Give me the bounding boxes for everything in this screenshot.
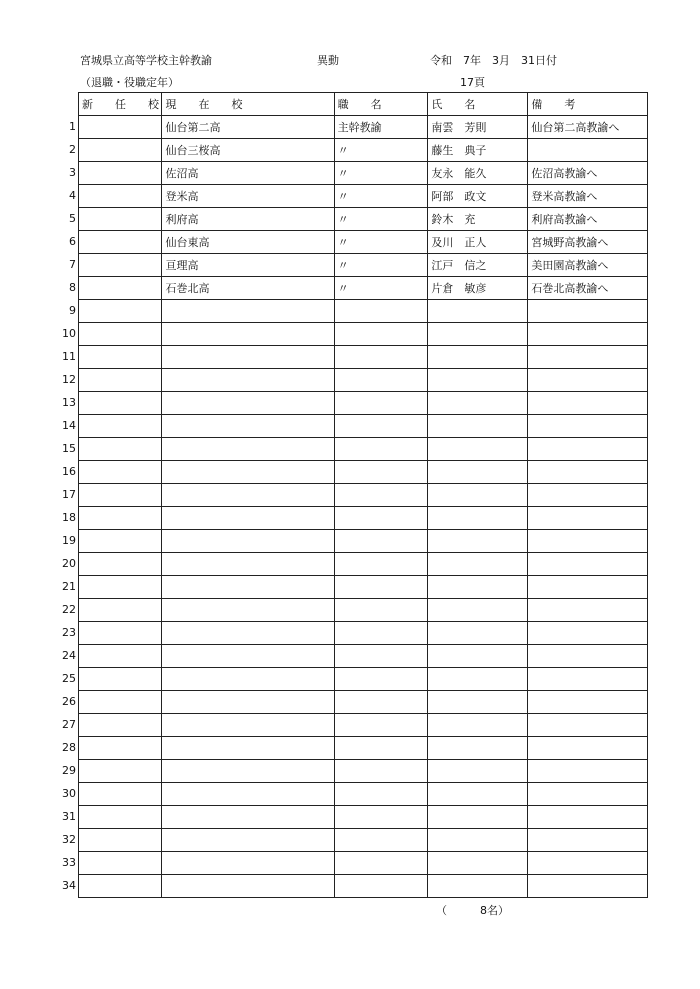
row-number: 21	[62, 580, 76, 593]
cell-name	[428, 622, 528, 645]
cell-remarks: 美田園高教諭へ	[528, 254, 648, 277]
table-row	[79, 254, 648, 277]
cell-current-school	[162, 852, 334, 875]
cell-current-school: 亘理高	[162, 254, 334, 277]
cell-remarks	[528, 369, 648, 392]
cell-position	[334, 415, 428, 438]
header-new-school: 新 任 校	[79, 93, 162, 116]
cell-remarks	[528, 714, 648, 737]
cell-name	[428, 346, 528, 369]
cell-name	[428, 576, 528, 599]
cell-position	[334, 323, 428, 346]
table-row	[79, 645, 648, 668]
cell-position: 〃	[334, 277, 428, 300]
row-number: 5	[69, 212, 76, 225]
cell-new-school	[79, 875, 162, 898]
cell-position: 〃	[334, 185, 428, 208]
table-row	[79, 737, 648, 760]
row-number: 16	[62, 465, 76, 478]
cell-current-school	[162, 760, 334, 783]
cell-remarks	[528, 507, 648, 530]
cell-name: 南雲 芳則	[428, 116, 528, 139]
row-number: 18	[62, 511, 76, 524]
cell-position	[334, 852, 428, 875]
cell-current-school	[162, 668, 334, 691]
row-number: 24	[62, 649, 76, 662]
table-row	[79, 231, 648, 254]
cell-new-school	[79, 622, 162, 645]
table-row	[79, 806, 648, 829]
table-row	[79, 139, 648, 162]
row-number: 1	[69, 120, 76, 133]
row-number: 23	[62, 626, 76, 639]
row-number: 15	[62, 442, 76, 455]
row-number: 31	[62, 810, 76, 823]
cell-new-school	[79, 507, 162, 530]
table-row	[79, 277, 648, 300]
cell-new-school	[79, 139, 162, 162]
cell-current-school	[162, 783, 334, 806]
table-row	[79, 783, 648, 806]
cell-current-school	[162, 484, 334, 507]
cell-current-school: 登米高	[162, 185, 334, 208]
cell-position	[334, 484, 428, 507]
row-number: 12	[62, 373, 76, 386]
cell-position	[334, 507, 428, 530]
cell-remarks	[528, 829, 648, 852]
cell-remarks	[528, 783, 648, 806]
row-number: 32	[62, 833, 76, 846]
table-row	[79, 875, 648, 898]
table-row	[79, 162, 648, 185]
cell-remarks: 登米高教諭へ	[528, 185, 648, 208]
table-row	[79, 185, 648, 208]
cell-remarks	[528, 852, 648, 875]
cell-position: 〃	[334, 254, 428, 277]
cell-remarks	[528, 438, 648, 461]
header-name: 氏 名	[428, 93, 528, 116]
cell-new-school	[79, 346, 162, 369]
cell-current-school	[162, 530, 334, 553]
cell-new-school	[79, 300, 162, 323]
cell-remarks	[528, 760, 648, 783]
header-remarks: 備 考	[528, 93, 648, 116]
effective-date: 令和 7年 3月 31日付	[430, 54, 557, 67]
cell-name	[428, 553, 528, 576]
cell-name	[428, 323, 528, 346]
cell-position: 〃	[334, 162, 428, 185]
cell-remarks	[528, 576, 648, 599]
cell-new-school	[79, 484, 162, 507]
row-number: 25	[62, 672, 76, 685]
cell-current-school	[162, 737, 334, 760]
cell-new-school	[79, 461, 162, 484]
cell-current-school	[162, 645, 334, 668]
row-number: 19	[62, 534, 76, 547]
cell-position	[334, 369, 428, 392]
table-row	[79, 576, 648, 599]
row-number: 27	[62, 718, 76, 731]
cell-remarks	[528, 553, 648, 576]
cell-position	[334, 668, 428, 691]
cell-name	[428, 392, 528, 415]
cell-name: 鈴木 充	[428, 208, 528, 231]
cell-new-school	[79, 415, 162, 438]
total-count: （ 8名）	[436, 904, 509, 917]
cell-position	[334, 461, 428, 484]
cell-new-school	[79, 737, 162, 760]
cell-position	[334, 806, 428, 829]
cell-position	[334, 300, 428, 323]
cell-name	[428, 829, 528, 852]
row-number: 4	[69, 189, 76, 202]
cell-new-school	[79, 760, 162, 783]
personnel-table	[78, 92, 648, 898]
cell-current-school	[162, 553, 334, 576]
cell-name	[428, 484, 528, 507]
cell-name: 江戸 信之	[428, 254, 528, 277]
cell-current-school	[162, 507, 334, 530]
row-number: 8	[69, 281, 76, 294]
cell-current-school	[162, 300, 334, 323]
cell-position	[334, 760, 428, 783]
table-row	[79, 507, 648, 530]
cell-current-school	[162, 576, 334, 599]
cell-name	[428, 760, 528, 783]
table-row	[79, 714, 648, 737]
cell-name	[428, 300, 528, 323]
cell-new-school	[79, 162, 162, 185]
table-row	[79, 300, 648, 323]
row-number: 9	[69, 304, 76, 317]
row-number: 33	[62, 856, 76, 869]
row-number: 6	[69, 235, 76, 248]
cell-position: 〃	[334, 139, 428, 162]
cell-current-school	[162, 346, 334, 369]
row-number: 29	[62, 764, 76, 777]
cell-remarks	[528, 323, 648, 346]
cell-position	[334, 829, 428, 852]
cell-name: 片倉 敏彦	[428, 277, 528, 300]
cell-remarks	[528, 737, 648, 760]
cell-name	[428, 599, 528, 622]
cell-position	[334, 783, 428, 806]
cell-position: 〃	[334, 208, 428, 231]
cell-position	[334, 599, 428, 622]
table-row	[79, 323, 648, 346]
cell-current-school	[162, 599, 334, 622]
cell-name: 及川 正人	[428, 231, 528, 254]
table-row	[79, 208, 648, 231]
cell-current-school	[162, 415, 334, 438]
cell-name	[428, 852, 528, 875]
header-position: 職 名	[334, 93, 428, 116]
cell-remarks	[528, 875, 648, 898]
cell-new-school	[79, 185, 162, 208]
table-row	[79, 438, 648, 461]
cell-new-school	[79, 599, 162, 622]
cell-name	[428, 507, 528, 530]
cell-position	[334, 392, 428, 415]
cell-position	[334, 737, 428, 760]
cell-position: 主幹教諭	[334, 116, 428, 139]
row-number: 26	[62, 695, 76, 708]
row-number: 10	[62, 327, 76, 340]
row-number: 14	[62, 419, 76, 432]
cell-remarks	[528, 806, 648, 829]
cell-new-school	[79, 691, 162, 714]
cell-position	[334, 530, 428, 553]
cell-position	[334, 576, 428, 599]
row-number-column	[52, 115, 76, 897]
document-title: 宮城県立高等学校主幹教諭	[80, 54, 212, 67]
cell-new-school	[79, 369, 162, 392]
cell-new-school	[79, 323, 162, 346]
table-row	[79, 599, 648, 622]
row-number: 30	[62, 787, 76, 800]
row-number: 2	[69, 143, 76, 156]
table-row	[79, 760, 648, 783]
cell-position	[334, 645, 428, 668]
cell-position	[334, 438, 428, 461]
cell-remarks	[528, 668, 648, 691]
cell-current-school	[162, 691, 334, 714]
cell-name	[428, 438, 528, 461]
cell-current-school	[162, 806, 334, 829]
cell-current-school: 利府高	[162, 208, 334, 231]
cell-new-school	[79, 116, 162, 139]
row-number: 34	[62, 879, 76, 892]
cell-new-school	[79, 231, 162, 254]
cell-current-school	[162, 369, 334, 392]
cell-position	[334, 622, 428, 645]
row-number: 13	[62, 396, 76, 409]
cell-new-school	[79, 438, 162, 461]
cell-name: 阿部 政文	[428, 185, 528, 208]
table-row	[79, 116, 648, 139]
page-number: 17頁	[460, 76, 485, 89]
row-number: 28	[62, 741, 76, 754]
cell-name: 藤生 典子	[428, 139, 528, 162]
cell-current-school: 仙台東高	[162, 231, 334, 254]
table-row	[79, 852, 648, 875]
cell-remarks: 佐沼高教諭へ	[528, 162, 648, 185]
cell-position	[334, 346, 428, 369]
cell-current-school	[162, 392, 334, 415]
table-row	[79, 530, 648, 553]
table-row	[79, 553, 648, 576]
cell-name	[428, 875, 528, 898]
cell-new-school	[79, 668, 162, 691]
cell-name	[428, 645, 528, 668]
table-row	[79, 461, 648, 484]
document-subtitle: （退職・役職定年）	[80, 76, 179, 89]
cell-remarks: 石巻北高教諭へ	[528, 277, 648, 300]
cell-remarks	[528, 139, 648, 162]
cell-new-school	[79, 714, 162, 737]
table-row	[79, 392, 648, 415]
cell-remarks	[528, 346, 648, 369]
cell-name	[428, 530, 528, 553]
row-number: 7	[69, 258, 76, 271]
cell-name	[428, 714, 528, 737]
cell-current-school	[162, 622, 334, 645]
cell-remarks	[528, 484, 648, 507]
cell-remarks: 利府高教諭へ	[528, 208, 648, 231]
row-number: 17	[62, 488, 76, 501]
cell-current-school: 石巻北高	[162, 277, 334, 300]
cell-new-school	[79, 254, 162, 277]
cell-current-school	[162, 875, 334, 898]
cell-name	[428, 737, 528, 760]
table-row	[79, 415, 648, 438]
table-row	[79, 829, 648, 852]
document-category: 異動	[317, 54, 339, 67]
cell-new-school	[79, 645, 162, 668]
cell-current-school: 佐沼高	[162, 162, 334, 185]
table-header-row	[79, 93, 648, 116]
cell-remarks	[528, 300, 648, 323]
table-row	[79, 346, 648, 369]
cell-new-school	[79, 852, 162, 875]
cell-position	[334, 714, 428, 737]
table-row	[79, 668, 648, 691]
cell-position	[334, 875, 428, 898]
cell-name	[428, 369, 528, 392]
cell-remarks	[528, 392, 648, 415]
row-number: 20	[62, 557, 76, 570]
cell-new-school	[79, 277, 162, 300]
cell-name	[428, 668, 528, 691]
table-row	[79, 369, 648, 392]
cell-new-school	[79, 553, 162, 576]
cell-new-school	[79, 829, 162, 852]
cell-remarks	[528, 461, 648, 484]
header-current-school: 現 在 校	[162, 93, 334, 116]
cell-name: 友永 能久	[428, 162, 528, 185]
cell-current-school	[162, 829, 334, 852]
cell-new-school	[79, 392, 162, 415]
cell-new-school	[79, 783, 162, 806]
cell-new-school	[79, 576, 162, 599]
cell-current-school	[162, 461, 334, 484]
cell-current-school	[162, 438, 334, 461]
cell-name	[428, 806, 528, 829]
row-number: 11	[62, 350, 76, 363]
cell-name	[428, 691, 528, 714]
row-number: 3	[69, 166, 76, 179]
cell-remarks: 仙台第二高教諭へ	[528, 116, 648, 139]
cell-new-school	[79, 208, 162, 231]
cell-remarks: 宮城野高教諭へ	[528, 231, 648, 254]
cell-remarks	[528, 622, 648, 645]
cell-position: 〃	[334, 231, 428, 254]
cell-current-school: 仙台三桜高	[162, 139, 334, 162]
cell-new-school	[79, 530, 162, 553]
cell-remarks	[528, 415, 648, 438]
row-number: 22	[62, 603, 76, 616]
table-row	[79, 691, 648, 714]
cell-position	[334, 553, 428, 576]
cell-remarks	[528, 599, 648, 622]
cell-name	[428, 783, 528, 806]
cell-name	[428, 461, 528, 484]
cell-remarks	[528, 645, 648, 668]
cell-remarks	[528, 691, 648, 714]
table-row	[79, 622, 648, 645]
cell-current-school	[162, 714, 334, 737]
cell-remarks	[528, 530, 648, 553]
cell-name	[428, 415, 528, 438]
cell-new-school	[79, 806, 162, 829]
cell-current-school	[162, 323, 334, 346]
cell-current-school: 仙台第二高	[162, 116, 334, 139]
cell-position	[334, 691, 428, 714]
table-row	[79, 484, 648, 507]
